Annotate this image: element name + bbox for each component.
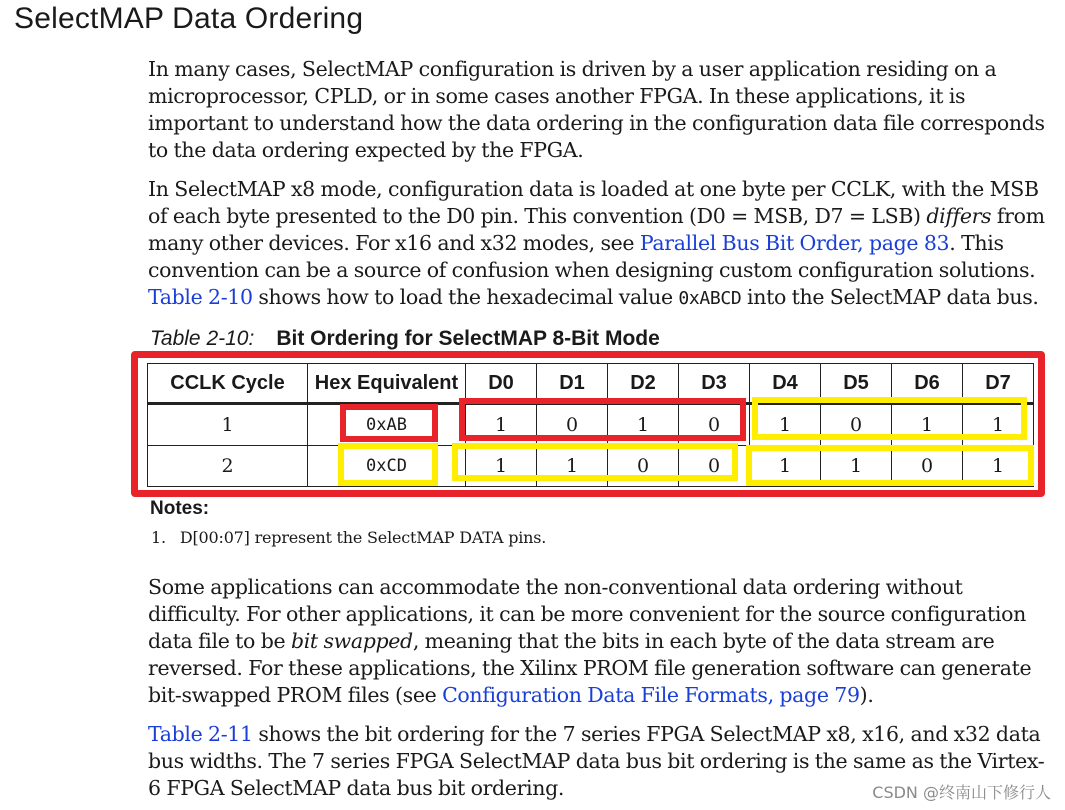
para2-italic-differs: differs <box>926 204 992 228</box>
cell-bit: 1 <box>821 446 892 487</box>
para3-text-1: Some applications can accommodate the non-conventional data ordering without difficulty. For other applications, it can be more convenient for the source configuration data file to be <box>148 575 1026 653</box>
cell-bit: 1 <box>608 404 679 446</box>
table-row <box>148 404 1034 446</box>
para2-text-1: In SelectMAP x8 mode, configuration data is loaded at one byte per CCLK, with the MSB of each byte presented to the D0 pin. This convention (D0 = MSB, D7 = LSB) <box>148 177 1039 228</box>
table-header-row <box>148 364 1034 404</box>
note-text: D[00:07] represent the SelectMAP DATA pins. <box>179 528 547 547</box>
header-d0: D0 <box>466 364 537 404</box>
cell-bit: 0 <box>679 446 750 487</box>
hex-value-code: 0xABCD <box>678 288 742 309</box>
table-2-11-link[interactable]: Table 2-11 <box>148 722 253 746</box>
configuration-data-file-formats-link[interactable]: Configuration Data File Formats, page 79 <box>442 683 860 707</box>
header-hex-equivalent: Hex Equivalent <box>308 364 466 404</box>
para2-text-2: from many other devices. For x16 and x32 modes, see <box>148 204 1045 255</box>
para3-text-3: ). <box>859 683 874 707</box>
cell-cycle: 1 <box>148 404 308 446</box>
cell-bit: 1 <box>466 446 537 487</box>
cell-bit: 0 <box>537 404 608 446</box>
header-d1: D1 <box>537 364 608 404</box>
paragraph-bit-swapped <box>148 574 1048 709</box>
paragraph-intro: In many cases, SelectMAP configuration is driven by a user application residing on a microprocessor, CPLD, or in some cases another FPGA. In these applications, it is important to understand how the data ordering in the configuration data file corresponds to the data ordering expected by the FPGA. <box>148 57 1045 162</box>
table-caption <box>150 327 660 351</box>
cell-bit: 0 <box>679 404 750 446</box>
cell-bit: 1 <box>892 404 963 446</box>
header-d7: D7 <box>963 364 1034 404</box>
cell-bit: 0 <box>892 446 963 487</box>
note-item <box>151 528 546 547</box>
para2-text-5: into the SelectMAP data bus. <box>741 285 1039 309</box>
cell-bit: 0 <box>608 446 679 487</box>
para3-text-2: , meaning that the bits in each byte of the data stream are reversed. For these applications, the Xilinx PROM file generation software can generate bit-swapped PROM files (see <box>148 629 1032 707</box>
cell-bit: 1 <box>750 446 821 487</box>
header-d4: D4 <box>750 364 821 404</box>
cell-bit: 1 <box>466 404 537 446</box>
bit-ordering-table <box>147 363 1034 487</box>
header-d6: D6 <box>892 364 963 404</box>
cell-cycle: 2 <box>148 446 308 487</box>
page-heading: SelectMAP Data Ordering <box>14 2 364 35</box>
notes-title: Notes: <box>150 498 210 519</box>
csdn-watermark: CSDN @终南山下修行人 <box>872 783 1051 802</box>
cell-hex: 0xAB <box>308 404 466 446</box>
cell-hex: 0xCD <box>308 446 466 487</box>
header-d2: D2 <box>608 364 679 404</box>
paragraph-x8-mode <box>148 176 1048 312</box>
header-d3: D3 <box>679 364 750 404</box>
table-caption-label: Table 2-10: <box>150 327 255 350</box>
para2-text-4: shows how to load the hexadecimal value <box>252 285 679 309</box>
note-number: 1. <box>151 528 166 547</box>
cell-bit: 1 <box>963 446 1034 487</box>
table-2-10-link[interactable]: Table 2-10 <box>148 285 253 309</box>
para4-text: shows the bit ordering for the 7 series FPGA SelectMAP x8, x16, and x32 data bus widths. The 7 series FPGA SelectMAP data bus bit ordering is the same as the Virtex-6 FPGA SelectMAP data bus bit ordering. <box>148 722 1045 800</box>
header-d5: D5 <box>821 364 892 404</box>
cell-bit: 1 <box>750 404 821 446</box>
para3-italic-bit-swapped: bit swapped <box>290 629 413 653</box>
cell-bit: 0 <box>821 404 892 446</box>
table-caption-title: Bit Ordering for SelectMAP 8-Bit Mode <box>276 327 660 350</box>
para2-text-3: . This convention can be a source of confusion when designing custom configuration solutions. <box>148 231 1036 282</box>
header-cclk-cycle: CCLK Cycle <box>148 364 308 404</box>
cell-bit: 1 <box>963 404 1034 446</box>
cell-bit: 1 <box>537 446 608 487</box>
parallel-bus-bit-order-link[interactable]: Parallel Bus Bit Order, page 83 <box>639 231 950 255</box>
table-row <box>148 446 1034 487</box>
